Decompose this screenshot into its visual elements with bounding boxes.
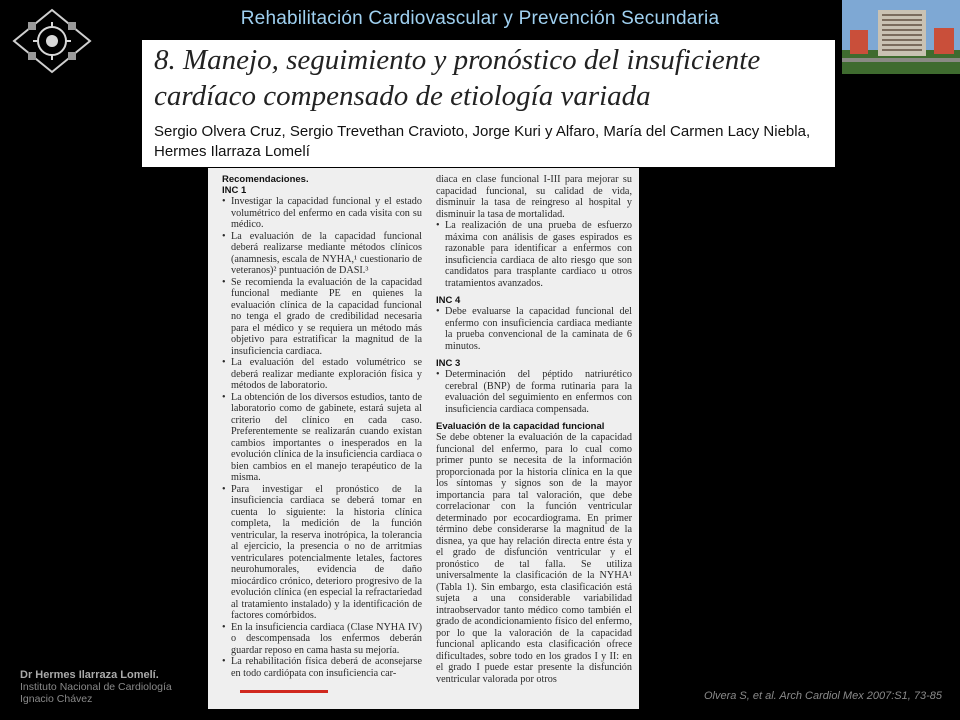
list-item: • Investigar la capacidad funcional y el estado volumétrico del enfermo en cada visita con su médico. xyxy=(222,196,422,231)
list-item: • La realización de una prueba de esfuerzo máxima con análisis de gases espirados es razonable para identificar a enfermos con insuficiencia cardiaca de alto riesgo que son candidatos para trasplante cardiaco u otros tratamientos avanzados. xyxy=(436,220,632,289)
list-item: • Determinación del péptido natriurético cerebral (BNP) de forma rutinaria para la evaluación del seguimiento en enfermos con insuficiencia cardiaca compensada. xyxy=(436,369,632,415)
list-item: • La evaluación del estado volumétrico se deberá realizar mediante exploración física y métodos de laboratorio. xyxy=(222,357,422,392)
institute-line: Instituto Nacional de Cardiología xyxy=(20,681,172,693)
scanned-article-page xyxy=(208,168,639,709)
inc4-label: INC 4 xyxy=(436,295,461,306)
list-item: • En la insuficiencia cardiaca (Clase NYHA IV) o descompensada los enfermos deberán guardar reposo en cama hasta su mejoría. xyxy=(222,622,422,657)
article-title: 8. Manejo, seguimiento y pronóstico del insuficiente cardíaco compensado de etiología variada xyxy=(154,44,761,112)
slide-title: Rehabilitación Cardiovascular y Prevención Secundaria xyxy=(240,8,720,29)
list-item: • La evaluación de la capacidad funcional deberá realizarse mediante métodos clínicos (anamnesis, escala de NYHA,¹ cuestionario de veteranos)² puntuación de DASI.³ xyxy=(222,231,422,277)
continued-text: diaca en clase funcional I-III para mejorar su capacidad funcional, su calidad de vida, disminuir la tasa de reingreso al hospital y disminuir la tasa de mortalidad. xyxy=(436,174,632,220)
right-column xyxy=(436,174,632,685)
list-item: • La obtención de los diversos estudios, tanto de laboratorio como de gabinete, estará sujeta al criterio del clínico en cada caso. Preferentemente se realizarán cuando existan cambios importantes o inesperados en la evolución clínica de la insuficiencia cardiaca o bien cambios en el manejo terapéutico de la misma. xyxy=(222,392,422,484)
recommendations-heading: Recomendaciones. xyxy=(222,174,309,185)
hospital-building-photo xyxy=(842,0,960,74)
institution-logo xyxy=(10,8,94,74)
highlight-underline xyxy=(240,690,328,693)
inc3-label: INC 3 xyxy=(436,358,461,369)
article-header xyxy=(142,40,835,167)
institute-line: Ignacio Chávez xyxy=(20,693,93,705)
presenter-footer xyxy=(20,669,172,705)
citation: Olvera S, et al. Arch Cardiol Mex 2007:S1, 73-85 xyxy=(703,690,942,702)
list-item: • Para investigar el pronóstico de la insuficiencia cardiaca se deberá tomar en cuenta lo siguiente: la historia clínica completa, la medición de la función ventricular, la reserva inotrópica, la tolerancia al ejercicio, la presencia o no de arritmias ventriculares potencialmente letales, factores neurohumorales, evidencia de daño miocárdico crónico, deterioro progresivo de la evolución clínica (en especial la refractariedad al tratamiento instalado) y la identificación de factores comórbidos. xyxy=(222,484,422,622)
inc1-label: INC 1 xyxy=(222,185,247,196)
left-column xyxy=(222,174,422,679)
functional-capacity-text: Se debe obtener la evaluación de la capacidad funcional del enfermo, para lo cual como primer punto se necesita de la información proporcionada por la historia clínica en la que los síntomas y signos son de la mayor importancia para tal valoración, que debe correlacionar con la función ventricular determinado por ecocardiograma. En primer término debe considerarse la magnitud de la disnea, ya que hay relación directa entre ésta y el grado de disfunción ventricular y el pronóstico de tal falla. Se utiliza universalmente la clasificación de la NYHA¹ (Tabla 1). Sin embargo, esta clasificación está sujeta a una considerable variabilidad intraobservador tanto médico como también el grado de acondicionamiento físico del enfermo, por lo que la valoración de la capacidad funcional aplicando esta clasificación ofrece dificultades, sobre todo en los grados I y II: en el grado I puede estar presente la disfunción ventricular valorada por otros xyxy=(436,432,632,685)
presenter-name: Dr Hermes Ilarraza Lomelí. xyxy=(20,669,159,681)
list-item: • Debe evaluarse la capacidad funcional del enfermo con insuficiencia cardiaca mediante la prueba convencional de la caminata de 6 minutos. xyxy=(436,306,632,352)
functional-capacity-heading: Evaluación de la capacidad funcional xyxy=(436,421,605,432)
article-authors: Sergio Olvera Cruz, Sergio Trevethan Cravioto, Jorge Kuri y Alfaro, María del Carmen Lacy Niebla, Hermes Ilarraza Lomelí xyxy=(154,123,811,160)
list-item: • Se recomienda la evaluación de la capacidad funcional mediante PE en quienes la evaluación clínica de la capacidad funcional no tenga el grado de credibilidad necesaria para el médico y se requiera un método más objetivo para estratificar la magnitud de la insuficiencia cardiaca. xyxy=(222,277,422,358)
list-item: • La rehabilitación física deberá de aconsejarse en todo cardiópata con insuficiencia car- xyxy=(222,656,422,679)
